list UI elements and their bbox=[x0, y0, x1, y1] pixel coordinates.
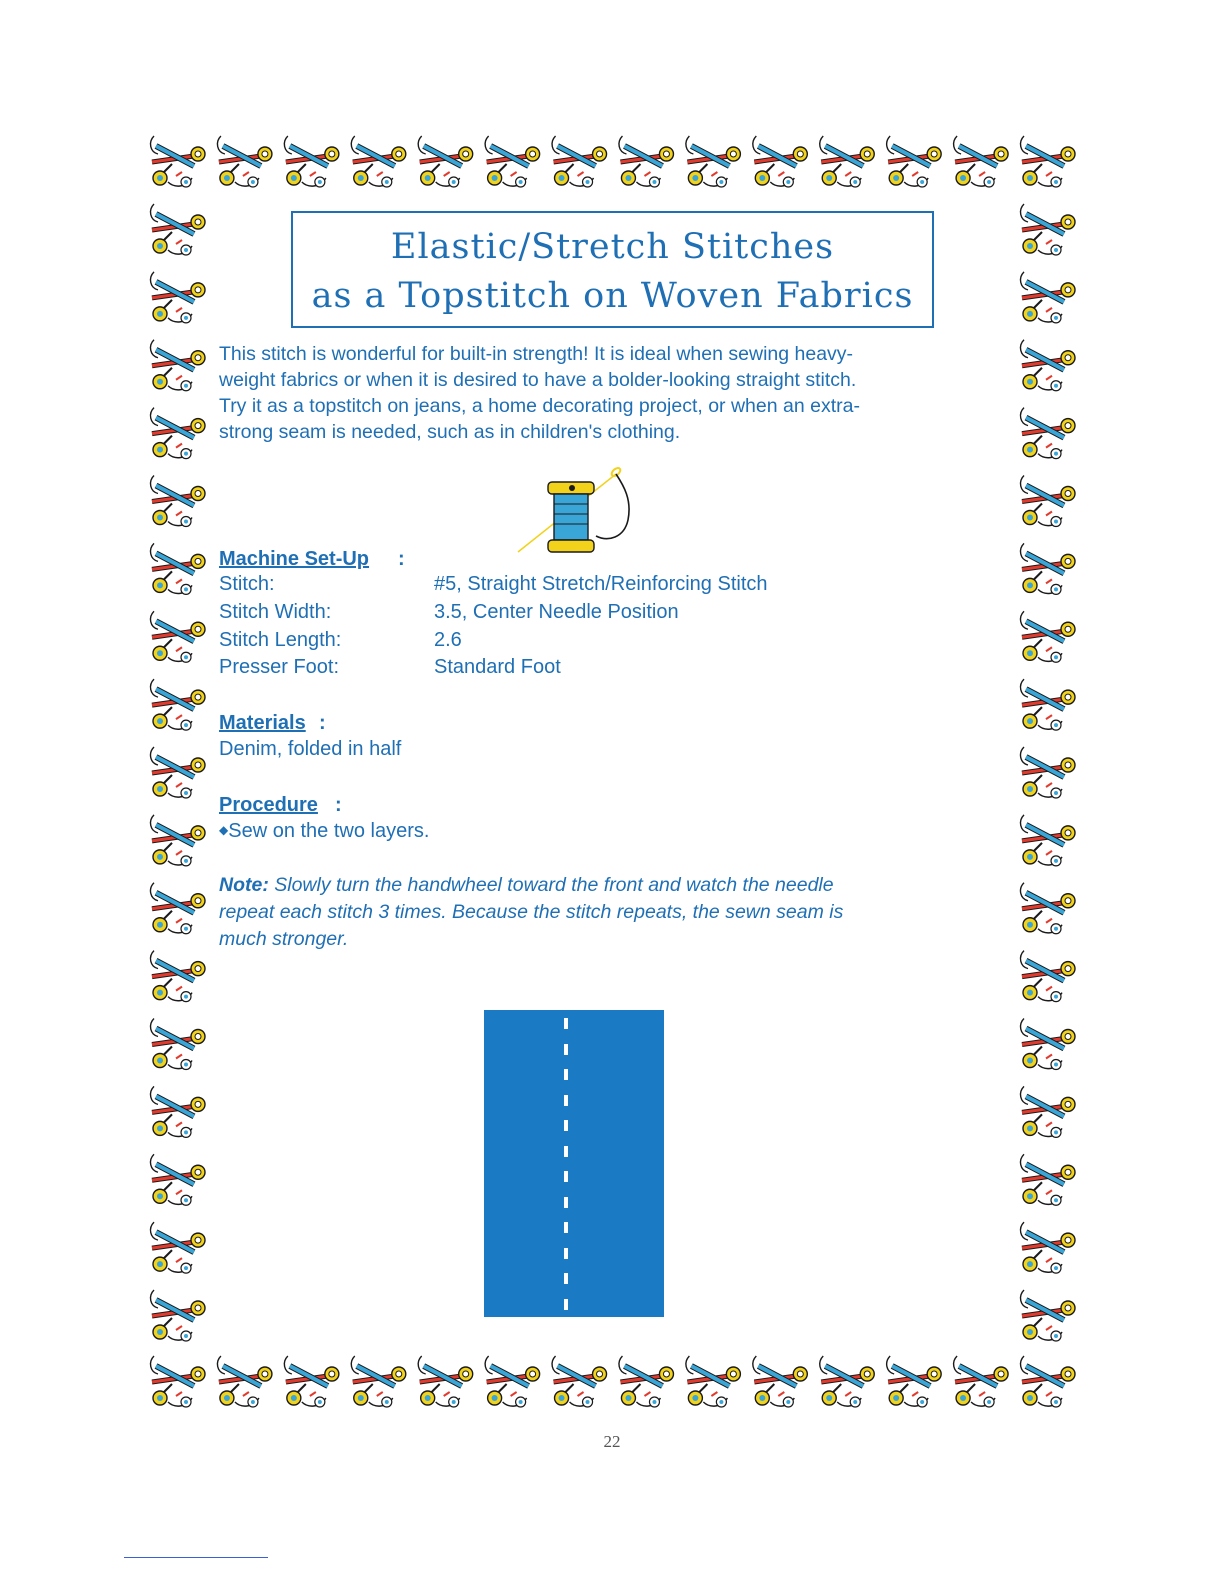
intro-line: Try it as a topstitch on jeans, a home decorating project, or when an extra- bbox=[219, 395, 860, 417]
scissors-and-thread-icon bbox=[151, 272, 205, 323]
scissors-and-thread-icon bbox=[151, 1019, 205, 1070]
scissors-and-thread-icon bbox=[1021, 340, 1075, 391]
scissors-and-thread-icon bbox=[151, 543, 205, 594]
scissors-and-thread-icon bbox=[418, 1356, 472, 1407]
scissors-and-thread-icon bbox=[1021, 272, 1075, 323]
scissors-and-thread-icon bbox=[418, 136, 472, 187]
scissors-and-thread-icon bbox=[1021, 883, 1075, 934]
scissors-and-thread-icon bbox=[1021, 611, 1075, 662]
stitch-mark bbox=[564, 1197, 568, 1208]
scissors-and-thread-icon bbox=[552, 1356, 606, 1407]
scissors-and-thread-icon bbox=[753, 1356, 807, 1407]
scissors-and-thread-icon bbox=[151, 1356, 205, 1407]
stitch-mark bbox=[564, 1120, 568, 1131]
page-number: 22 bbox=[603, 1432, 621, 1451]
procedure-step-text: Sew on the two layers. bbox=[228, 820, 430, 842]
stitch-mark bbox=[564, 1095, 568, 1106]
intro-line: This stitch is wonderful for built-in strength! It is ideal when sewing heavy- bbox=[219, 343, 854, 365]
stitch-mark bbox=[564, 1044, 568, 1055]
scissors-and-thread-icon bbox=[820, 1356, 874, 1407]
scissors-and-thread-icon bbox=[887, 1356, 941, 1407]
stitch-mark bbox=[564, 1299, 568, 1310]
scissors-and-thread-icon bbox=[217, 1356, 271, 1407]
scissors-and-thread-icon bbox=[485, 136, 539, 187]
note-paragraph bbox=[219, 872, 1009, 953]
stitch-mark bbox=[564, 1248, 568, 1259]
machine-setup-heading: Machine Set-Up bbox=[219, 548, 370, 570]
scissors-and-thread-icon bbox=[1021, 1086, 1075, 1137]
scissors-and-thread-icon bbox=[1021, 408, 1075, 459]
scissors-and-thread-icon bbox=[1021, 1154, 1075, 1205]
title-box bbox=[291, 211, 934, 328]
heading-colon: : bbox=[319, 712, 326, 734]
page-title-line-2: as a Topstitch on Woven Fabrics bbox=[311, 276, 914, 316]
scissors-and-thread-icon bbox=[1021, 815, 1075, 866]
scissors-and-thread-icon bbox=[151, 1222, 205, 1273]
scissors-and-thread-icon bbox=[619, 1356, 673, 1407]
scissors-and-thread-icon bbox=[151, 476, 205, 527]
scissors-and-thread-icon bbox=[351, 136, 405, 187]
scissors-and-thread-icon bbox=[151, 408, 205, 459]
stitch-mark bbox=[564, 1146, 568, 1157]
setup-value-stitch-length: 2.6 bbox=[434, 629, 462, 651]
note-line bbox=[219, 872, 1009, 899]
scissors-and-thread-icon bbox=[1021, 747, 1075, 798]
setup-label-stitch-width: Stitch Width: bbox=[219, 601, 332, 623]
scissors-and-thread-icon bbox=[151, 204, 205, 255]
scissors-and-thread-icon bbox=[1021, 136, 1075, 187]
scissors-and-thread-icon bbox=[1021, 543, 1075, 594]
setup-value-presser-foot: Standard Foot bbox=[434, 656, 561, 678]
setup-value-stitch-width: 3.5, Center Needle Position bbox=[434, 601, 679, 623]
materials-heading: Materials bbox=[219, 712, 306, 734]
procedure-heading: Procedure bbox=[219, 794, 318, 816]
scissors-and-thread-icon bbox=[753, 136, 807, 187]
scissors-and-thread-icon bbox=[151, 1086, 205, 1137]
setup-label-stitch-length: Stitch Length: bbox=[219, 629, 342, 651]
procedure-step bbox=[219, 820, 429, 843]
scissors-and-thread-icon bbox=[1021, 951, 1075, 1002]
scissors-and-thread-icon bbox=[887, 136, 941, 187]
scissors-and-thread-icon bbox=[151, 747, 205, 798]
scissors-and-thread-icon bbox=[619, 136, 673, 187]
scissors-and-thread-icon bbox=[151, 611, 205, 662]
stitch-mark bbox=[564, 1222, 568, 1233]
scissors-and-thread-icon bbox=[485, 1356, 539, 1407]
scissors-and-thread-icon bbox=[1021, 476, 1075, 527]
scissors-and-thread-icon bbox=[1021, 1290, 1075, 1341]
scissors-and-thread-icon bbox=[686, 1356, 740, 1407]
note-label: Note: bbox=[219, 874, 269, 896]
scissors-and-thread-icon bbox=[1021, 679, 1075, 730]
intro-line: weight fabrics or when it is desired to have a bolder-looking straight stitch. bbox=[219, 369, 857, 391]
stitch-mark bbox=[564, 1171, 568, 1182]
scissors-and-thread-icon bbox=[284, 1356, 338, 1407]
scissors-and-thread-icon bbox=[1021, 1356, 1075, 1407]
scissors-and-thread-icon bbox=[820, 136, 874, 187]
denim-stitch-sample bbox=[484, 1010, 664, 1317]
scissors-and-thread-icon bbox=[151, 815, 205, 866]
scissors-and-thread-icon bbox=[151, 1290, 205, 1341]
scissors-and-thread-icon bbox=[151, 679, 205, 730]
note-line: much stronger. bbox=[219, 928, 349, 950]
thread-spool-icon bbox=[512, 460, 634, 560]
scissors-and-thread-icon bbox=[151, 883, 205, 934]
note-line: repeat each stitch 3 times. Because the stitch repeats, the sewn seam is bbox=[219, 901, 844, 923]
scissors-and-thread-icon bbox=[151, 136, 205, 187]
setup-label-presser-foot: Presser Foot: bbox=[219, 656, 340, 678]
scissors-and-thread-icon bbox=[954, 136, 1008, 187]
heading-colon: : bbox=[335, 794, 342, 816]
intro-paragraph bbox=[219, 341, 1009, 445]
note-text: Slowly turn the handwheel toward the front and watch the needle bbox=[268, 874, 834, 896]
stitch-mark bbox=[564, 1069, 568, 1080]
scissors-and-thread-icon bbox=[1021, 204, 1075, 255]
setup-label-stitch: Stitch: bbox=[219, 573, 275, 595]
scissors-and-thread-icon bbox=[1021, 1222, 1075, 1273]
scissors-and-thread-icon bbox=[151, 1154, 205, 1205]
page-title-line-1: Elastic/Stretch Stitches bbox=[390, 227, 835, 267]
scissors-and-thread-icon bbox=[686, 136, 740, 187]
scissors-and-thread-icon bbox=[151, 340, 205, 391]
setup-value-stitch: #5, Straight Stretch/Reinforcing Stitch bbox=[434, 573, 768, 595]
scissors-and-thread-icon bbox=[954, 1356, 1008, 1407]
scissors-and-thread-icon bbox=[552, 136, 606, 187]
scissors-and-thread-icon bbox=[217, 136, 271, 187]
stitch-mark bbox=[564, 1273, 568, 1284]
scissors-and-thread-icon bbox=[351, 1356, 405, 1407]
materials-text: Denim, folded in half bbox=[219, 738, 402, 760]
stitch-mark bbox=[564, 1018, 568, 1029]
diamond-bullet-icon: ◆ bbox=[219, 823, 229, 837]
footer-rule bbox=[124, 1557, 268, 1558]
heading-colon: : bbox=[398, 548, 405, 570]
scissors-and-thread-icon bbox=[284, 136, 338, 187]
scissors-and-thread-icon bbox=[151, 951, 205, 1002]
intro-line: strong seam is needed, such as in children's clothing. bbox=[219, 421, 681, 443]
scissors-and-thread-icon bbox=[1021, 1019, 1075, 1070]
